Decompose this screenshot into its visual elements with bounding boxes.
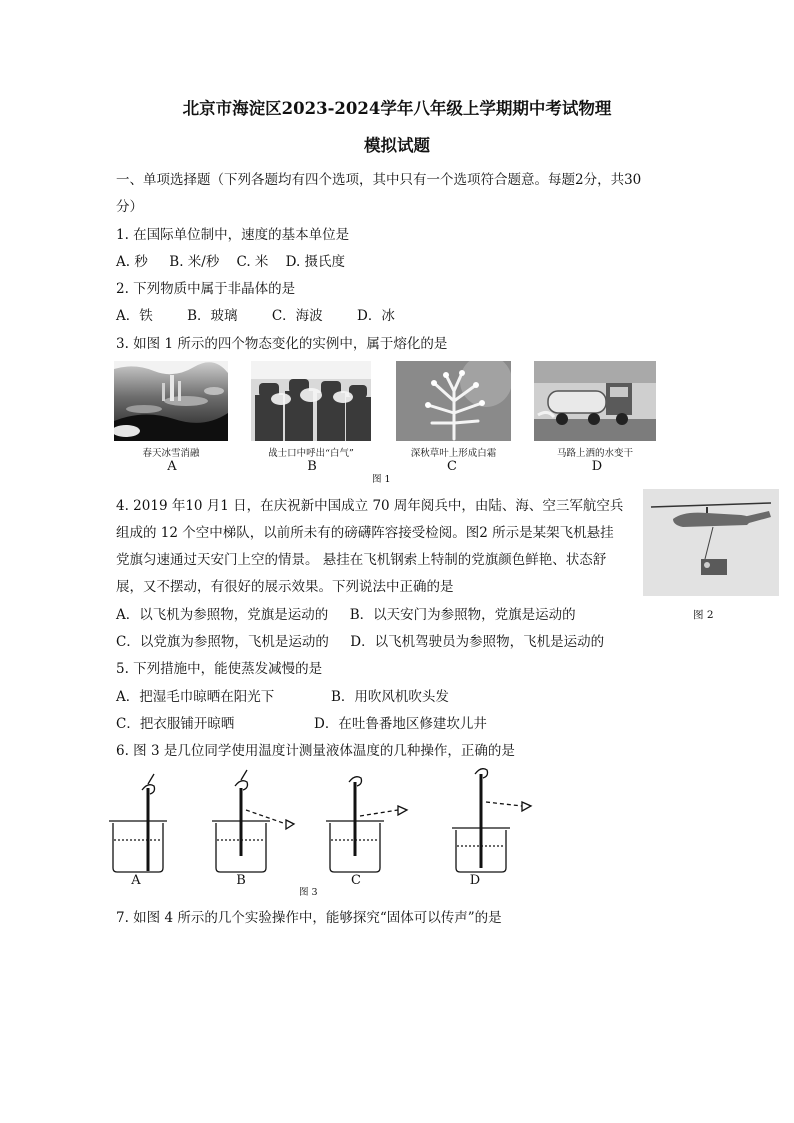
q5-option-d: D．在吐鲁番地区修建坎儿井 bbox=[314, 716, 487, 732]
fig1-caption-c: 深秋草叶上形成白霜 bbox=[410, 448, 497, 459]
fig2-label: 图 2 bbox=[693, 609, 714, 621]
q4-line3: 党旗匀速通过天安门上空的情景。 悬挂在飞机钢索上特制的党旗颜色鲜艳、状态舒 bbox=[116, 552, 607, 568]
q5-option-b: B．用吹风机吹头发 bbox=[331, 689, 449, 705]
fig1-letter-d: D bbox=[591, 459, 603, 474]
thermometer-diagram bbox=[108, 768, 558, 874]
q1-stem: 1. 在国际单位制中，速度的基本单位是 bbox=[116, 227, 350, 243]
q5-stem: 5. 下列措施中，能使蒸发减慢的是 bbox=[116, 661, 323, 677]
section-header-cont: 分） bbox=[116, 199, 143, 215]
fig3-letter-a: A bbox=[131, 873, 141, 888]
q4-options-ab: A．以飞机为参照物，党旗是运动的 B．以天安门为参照物，党旗是运动的 bbox=[116, 607, 576, 623]
page-title: 北京市海淀区2023-2024学年八年级上学期期中考试物理 bbox=[182, 99, 612, 118]
fig1-label: 图 1 bbox=[372, 474, 391, 485]
q4-line4: 展，又不摆动，有很好的展示效果。下列说法中正确的是 bbox=[116, 579, 454, 595]
photo-helicopter-flag bbox=[643, 489, 779, 596]
section-header: 一、单项选择题（下列各题均有四个选项，其中只有一个选项符合题意。每题2分，共30 bbox=[116, 172, 642, 188]
q3-stem: 3. 如图 1 所示的四个物态变化的实例中，属于熔化的是 bbox=[116, 336, 448, 352]
fig1-caption-d: 马路上洒的水变干 bbox=[556, 448, 633, 459]
q4-line1: 4. 2019 年10 月1 日，在庆祝新中国成立 70 周年阅兵中，由陆、海、空三军航空兵 bbox=[116, 498, 624, 514]
q4-line2: 组成的 12 个空中梯队，以前所未有的磅礴阵容接受检阅。图2 所示是某架飞机悬挂 bbox=[116, 525, 614, 541]
q4-options-cd: C．以党旗为参照物，飞机是运动的 D．以飞机驾驶员为参照物，飞机是运动的 bbox=[116, 634, 605, 650]
fig1-letter-a: A bbox=[167, 459, 177, 474]
q1-options: A. 秒 B. 米/秒 C. 米 D. 摄氏度 bbox=[116, 254, 346, 270]
fig1-letter-b: B bbox=[307, 459, 317, 474]
q5-option-a: A．把湿毛巾晾晒在阳光下 bbox=[116, 689, 275, 705]
q2-options: A．铁 B．玻璃 C．海波 D．冰 bbox=[116, 308, 395, 324]
fig3-letter-d: D bbox=[469, 873, 481, 888]
fig3-label: 图 3 bbox=[299, 887, 318, 898]
q7-stem: 7. 如图 4 所示的几个实验操作中，能够探究“固体可以传声”的是 bbox=[116, 910, 502, 926]
q5-option-c: C．把衣服铺开晾晒 bbox=[116, 716, 235, 732]
photo-frost-grass bbox=[396, 361, 511, 441]
fig1-letter-c: C bbox=[447, 459, 457, 474]
photo-soldiers-breath bbox=[251, 361, 371, 441]
q6-stem: 6. 图 3 是几位同学使用温度计测量液体温度的几种操作，正确的是 bbox=[116, 743, 515, 759]
fig3-letter-b: B bbox=[236, 873, 246, 888]
fig3-letter-c: C bbox=[351, 873, 361, 888]
photo-melting-ice bbox=[114, 361, 228, 441]
photo-water-truck bbox=[534, 361, 656, 441]
fig1-caption-b: 战士口中呼出“白气” bbox=[268, 448, 354, 459]
page-subtitle: 模拟试题 bbox=[364, 136, 430, 155]
fig1-caption-a: 春天冰雪消融 bbox=[142, 448, 200, 459]
q2-stem: 2. 下列物质中属于非晶体的是 bbox=[116, 281, 296, 297]
